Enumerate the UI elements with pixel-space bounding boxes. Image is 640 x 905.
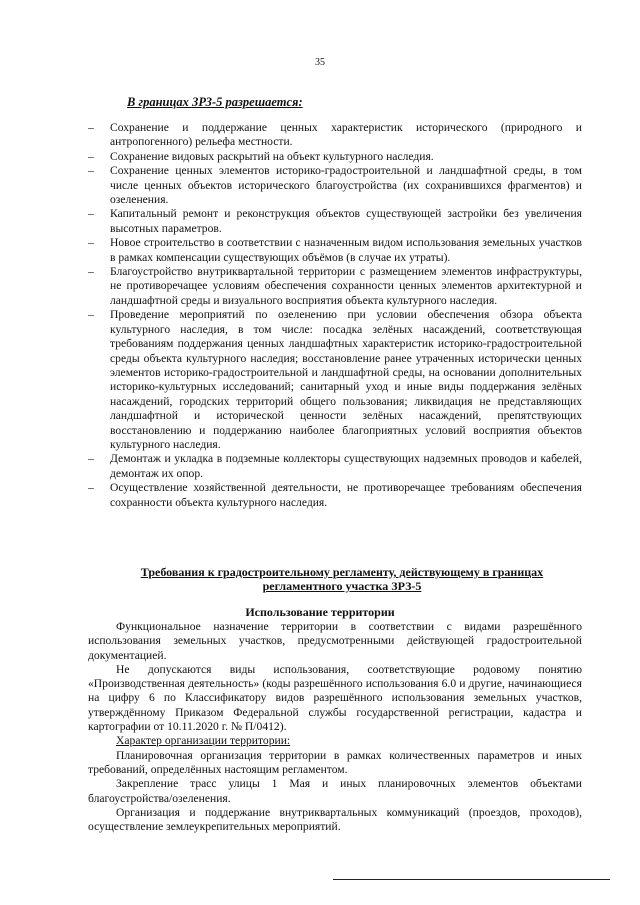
- list-item-text: Демонтаж и укладка в подземные коллекторы существующих надземных проводов и кабелей, демонтаж их опор.: [110, 452, 582, 480]
- bullet-dash: –: [88, 121, 94, 134]
- list-item-text: Осуществление хозяйственной деятельности, не противоречащее требованиям обеспечения сохранности объекта культурного наследия.: [110, 481, 582, 509]
- list-item: [88, 236, 582, 265]
- bullet-dash: –: [88, 236, 94, 250]
- list-item: [88, 150, 582, 164]
- list-item-text: Сохранение и поддержание ценных характеристик исторического (природного и антропогенного) рельефа местности.: [110, 121, 582, 149]
- regulation-title: [112, 565, 572, 593]
- list-item-text: Благоустройство внутриквартальной территории с размещением элементов инфраструктуры, не противоречащее условиям обеспечения сохранности ценных элементов архитектурной и ландшафтной среды и визуального восприятия объекта культурного наследия.: [110, 265, 582, 307]
- allowed-activities-list: [88, 121, 582, 510]
- list-item-text: Новое строительство в соответствии с назначенным видом использования земельных участков в рамках компенсации существующих объёмов (в случае их утраты).: [110, 236, 582, 264]
- list-item-text: Сохранение видовых раскрытий на объект культурного наследия.: [110, 149, 434, 163]
- list-item-text: Капитальный ремонт и реконструкция объектов существующей застройки без увеличения высотных параметров.: [110, 207, 582, 235]
- regulation-title-line: Требования к градостроительному регламенту, действующему в границах: [140, 565, 544, 579]
- list-item: [88, 164, 582, 207]
- paragraph-heading-text: Характер организации территории:: [116, 734, 291, 748]
- paragraph: Планировочная организация территории в рамках количественных параметров и иных требований, определённых настоящим регламентом.: [88, 748, 582, 776]
- paragraph: Не допускаются виды использования, соответствующие родовому понятию «Производственная деятельность» (коды разрешённого использования 6.0 и другие, начинающиеся на цифру 6 по Классификатору видов разрешённого использования земельных участков, утверждённому Приказом Федеральной службы государственной регистрации, кадастра и картографии от 10.11.2020 г. № П/0412).: [88, 662, 582, 734]
- list-item: [88, 121, 582, 150]
- paragraph: Закрепление трасс улицы 1 Мая и иных планировочных элементов объектами благоустройства/озеленения.: [88, 777, 582, 805]
- list-item: [88, 207, 582, 236]
- paragraph: Организация и поддержание внутриквартальных коммуникаций (проездов, проходов), осуществление землеукрепительных мероприятий.: [88, 805, 582, 834]
- bullet-dash: –: [88, 164, 94, 178]
- bullet-dash: –: [88, 149, 94, 163]
- bullet-dash: –: [88, 452, 94, 466]
- bullet-dash: –: [88, 481, 94, 495]
- page-number: 35: [315, 57, 325, 68]
- section-heading: В границах ЗРЗ-5 разрешается:: [127, 95, 303, 109]
- list-item-text: Проведение мероприятий по озеленению при условии обеспечения обзора объекта культурного наследия, в том числе: посадка зелёных насаждений, соответствующая требованиям поддержания ценных ландшафтных характеристик историко-градостроительной среды объекта культурного наследия; восстановление ранее утраченных исторически ценных элементов историко-градостроительной и ландшафтной среды, на основании дополнительных историко-культурных исследований; санитарный уход и иные виды поддержания зелёных насаждений, городских территорий общего пользования; ликвидация не представляющих ландшафтной и исторической ценности зелёных насаждений, препятствующих восстановлению и поддержанию наиболее благоприятных условий восприятия объектов культурного наследия.: [110, 308, 582, 451]
- body-text: [88, 620, 582, 834]
- regulation-title-line: регламентного участка ЗРЗ-5: [262, 579, 422, 593]
- paragraph-heading: [88, 734, 582, 748]
- paragraph: Функциональное назначение территории в соответствии с видами разрешённого использования земельных участков, предусмотренными действующей градостроительной документацией.: [88, 620, 582, 662]
- footer-rule: [333, 879, 610, 880]
- list-item-text: Сохранение ценных элементов историко-градостроительной и ландшафтной среды, в том числе ценных объектов исторического благоустройства (их сохранившихся фрагментов) и озеленения.: [110, 164, 582, 207]
- bullet-dash: –: [88, 265, 94, 279]
- list-item: [88, 481, 582, 510]
- subsection-title: Использование территории: [245, 605, 395, 619]
- list-item: [88, 308, 582, 452]
- bullet-dash: –: [88, 308, 94, 322]
- list-item: [88, 265, 582, 308]
- list-item: [88, 452, 582, 481]
- bullet-dash: –: [88, 207, 94, 221]
